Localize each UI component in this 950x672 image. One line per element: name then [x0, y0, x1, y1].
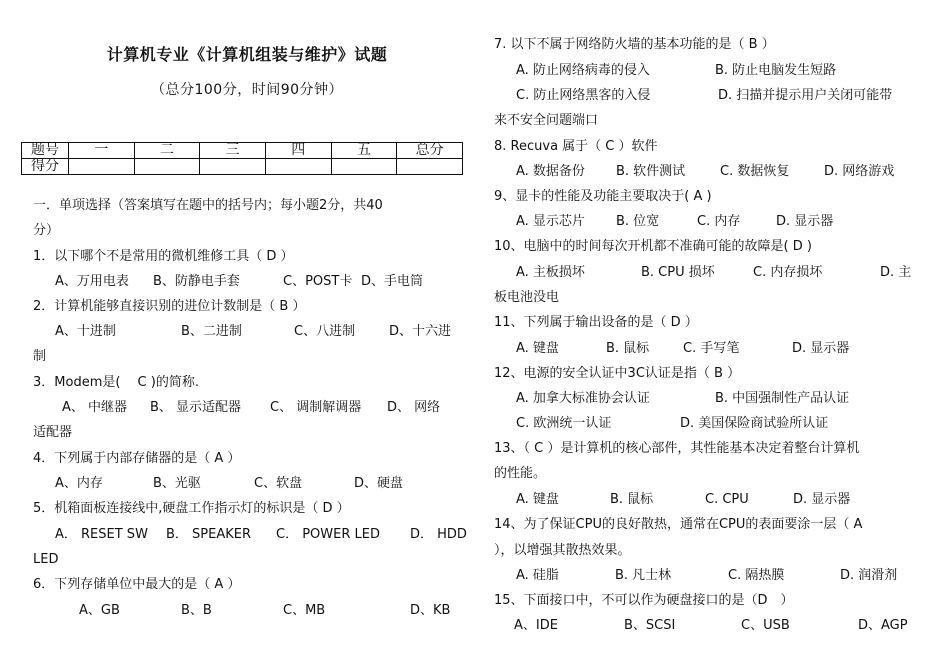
section-heading-cont: 分） — [33, 223, 60, 238]
option: B. 鼠标 — [606, 341, 650, 356]
exam-title: 计算机专业《计算机组装与维护》试题 — [106, 45, 388, 64]
option: B、防静电手套 — [153, 274, 240, 289]
question-stem: 11、下列属于输出设备的是（ D ） — [494, 315, 698, 330]
option: C. CPU — [705, 492, 749, 507]
option: B. 软件测试 — [616, 164, 686, 179]
question-options — [0, 603, 470, 619]
score-cell: 五 — [331, 143, 397, 159]
option: A、十进制 — [55, 324, 116, 339]
option: A. 数据备份 — [516, 164, 585, 179]
option: A. 主板损坏 — [516, 265, 585, 280]
score-table — [21, 142, 463, 175]
option: B. 鼠标 — [610, 492, 654, 507]
question-stem: 7. 以下不属于网络防火墙的基本功能的是（ B ） — [494, 37, 775, 52]
option: B、二进制 — [181, 324, 242, 339]
option: B． SPEAKER — [166, 527, 252, 542]
option: D. 显示器 — [792, 341, 850, 356]
option-cont: 板电池没电 — [494, 290, 560, 305]
option: A、GB — [79, 603, 120, 618]
option: D． HDD — [410, 527, 467, 542]
option: D、 网络 — [387, 400, 441, 415]
question-stem: 2．计算机能够直接识别的进位计数制是（ B ） — [33, 299, 306, 314]
option: A、万用电表 — [55, 274, 129, 289]
score-input-cell[interactable] — [200, 159, 266, 175]
option: C、MB — [283, 603, 326, 618]
score-table-header-row — [22, 143, 463, 159]
question-options — [0, 324, 470, 340]
question-stem: 9、显卡的性能及功能主要取决于( A ) — [494, 189, 712, 204]
option: D. 美国保险商试验所认证 — [680, 416, 829, 431]
option-cont: 制 — [33, 349, 47, 364]
score-input-cell[interactable] — [331, 159, 397, 175]
option: D. 显示器 — [776, 214, 834, 229]
option: C、USB — [741, 618, 790, 633]
option: D. 润滑剂 — [840, 568, 898, 583]
option: C. 内存 — [697, 214, 741, 229]
question-stem: 3．Modem是( C )的简称. — [33, 375, 199, 390]
option: D、AGP — [858, 618, 908, 633]
option: B. 凡士林 — [615, 568, 672, 583]
option: C、软盘 — [254, 476, 303, 491]
score-cell: 题号 — [22, 143, 69, 159]
option: A、IDE — [514, 618, 558, 633]
option: B、SCSI — [624, 618, 676, 633]
option: D、十六进 — [389, 324, 452, 339]
score-input-cell[interactable] — [265, 159, 331, 175]
option: D. 显示器 — [793, 492, 851, 507]
question-stem: 5．机箱面板连接线中,硬盘工作指示灯的标识是（ D ） — [33, 501, 350, 516]
option: A. 防止网络病毒的侵入 — [516, 63, 650, 78]
option: C、 调制解调器 — [270, 400, 362, 415]
stem-cont: 的性能。 — [494, 466, 547, 481]
question-options — [0, 476, 470, 492]
exam-subtitle: （总分100分，时间90分钟） — [150, 82, 344, 98]
score-cell: 三 — [200, 143, 266, 159]
option-cont: 适配器 — [33, 425, 73, 440]
question-stem: 6．下列存储单位中最大的是（ A ） — [33, 577, 241, 592]
option: D. 主 — [880, 265, 912, 280]
option: A、 中继器 — [62, 400, 128, 415]
option: D、KB — [410, 603, 451, 618]
option: D. 网络游戏 — [824, 164, 895, 179]
score-input-cell[interactable] — [134, 159, 200, 175]
option: A. 加拿大标准协会认证 — [516, 391, 650, 406]
option: B、光驱 — [153, 476, 201, 491]
question-stem: 14、为了保证CPU的良好散热，通常在CPU的表面要涂一层（ A — [494, 517, 863, 532]
stem-cont: ），以增强其散热效果。 — [494, 543, 631, 558]
option: C. 内存损坏 — [753, 265, 823, 280]
option: D、手电筒 — [361, 274, 424, 289]
option: A. 硅脂 — [516, 568, 559, 583]
option: B. CPU 损坏 — [641, 265, 715, 280]
option: C. 手写笔 — [683, 341, 740, 356]
option: B. 位宽 — [616, 214, 660, 229]
option: C、八进制 — [294, 324, 356, 339]
option: A. 显示芯片 — [516, 214, 585, 229]
option: B. 防止电脑发生短路 — [715, 63, 837, 78]
score-cell: 总分 — [397, 143, 463, 159]
question-stem: 10、电脑中的时间每次开机都不准确可能的故障是( D ) — [494, 239, 812, 254]
question-stem: 8. Recuva 属于（ C ）软件 — [494, 139, 658, 154]
option: A. 键盘 — [516, 341, 559, 356]
question-options — [0, 400, 470, 416]
score-cell: 二 — [134, 143, 200, 159]
score-cell: 四 — [265, 143, 331, 159]
option: C. 欧洲统一认证 — [516, 416, 612, 431]
option: D、硬盘 — [354, 476, 404, 491]
option-cont: LED — [33, 552, 59, 567]
option: C. 数据恢复 — [720, 164, 790, 179]
score-cell: 一 — [69, 143, 135, 159]
option: C. 防止网络黑客的入侵 — [516, 88, 651, 103]
option: A. 键盘 — [516, 492, 559, 507]
question-options — [0, 274, 470, 290]
section-heading: 一．单项选择（答案填写在题中的括号内；每小题2分，共40 — [33, 198, 383, 213]
option: B. 中国强制性产品认证 — [715, 391, 850, 406]
option: C. 隔热膜 — [728, 568, 785, 583]
score-input-cell[interactable] — [397, 159, 463, 175]
option: A、内存 — [55, 476, 103, 491]
score-table-score-row — [22, 159, 463, 175]
question-options — [0, 527, 470, 543]
option: B、 显示适配器 — [150, 400, 242, 415]
option: C、POST卡 — [283, 274, 353, 289]
question-stem: 1．以下哪个不是常用的微机维修工具（ D ） — [33, 249, 294, 264]
option: A． RESET SW — [55, 527, 148, 542]
question-stem: 15、下面接口中，不可以作为硬盘接口的是（D ） — [494, 593, 794, 608]
score-input-cell[interactable] — [69, 159, 135, 175]
question-stem: 4．下列属于内部存储器的是（ A ） — [33, 451, 241, 466]
score-cell: 得分 — [22, 159, 69, 175]
option-cont: 来不安全问题端口 — [494, 113, 599, 128]
question-stem: 12、电源的安全认证中3C认证是指（ B ） — [494, 366, 741, 381]
option: D. 扫描并提示用户关闭可能带 — [718, 88, 893, 103]
option: C． POWER LED — [276, 527, 380, 542]
question-stem: 13、（ C ）是计算机的核心部件，其性能基本决定着整台计算机 — [494, 441, 860, 456]
option: B、B — [181, 603, 212, 618]
